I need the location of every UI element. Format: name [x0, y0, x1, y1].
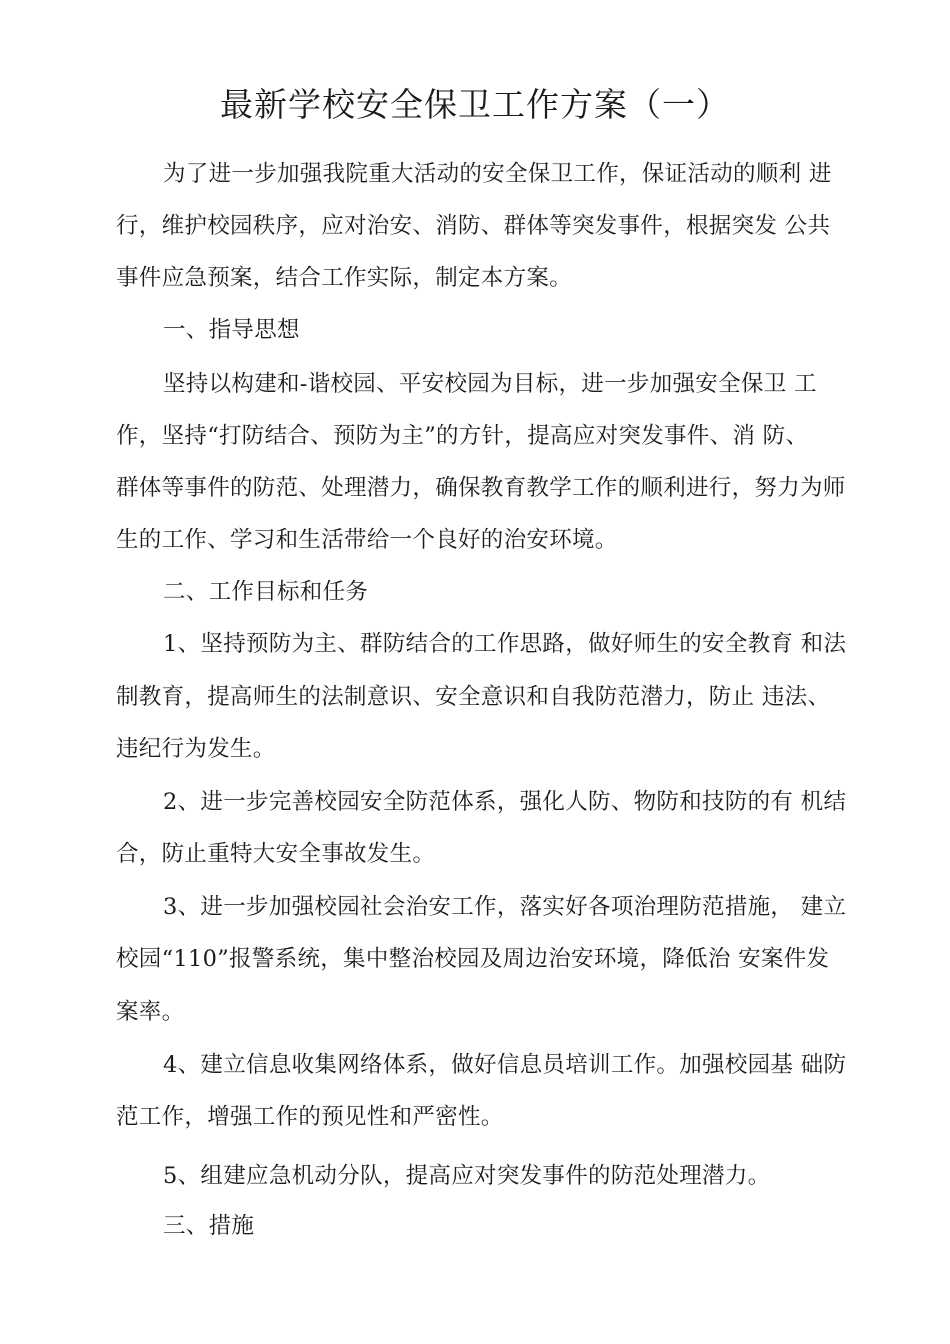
paragraph-item3-line-3: 案率。	[116, 999, 185, 1025]
paragraph-item1-line-1: 1、坚持预防为主、群防结合的工作思路，做好师生的安全教育 和法	[163, 631, 846, 657]
paragraph-intro-line-2: 行，维护校园秩序，应对治安、消防、群体等突发事件，根据突发 公共	[116, 213, 831, 239]
paragraph-item1-line-3: 违纪行为发生。	[116, 736, 276, 762]
paragraph-item3-line-2: 校园“110”报警系统，集中整治校园及周边治安环境，降低治 安案件发	[116, 946, 830, 972]
paragraph-guiding-line-4: 生的工作、学习和生活带给一个良好的治安环境。	[116, 527, 618, 553]
paragraph-item2-line-1: 2、进一步完善校园安全防范体系，强化人防、物防和技防的有 机结	[163, 789, 846, 815]
paragraph-item1-line-2: 制教育，提高师生的法制意识、安全意识和自我防范潜力，防止 违法、	[116, 684, 831, 710]
paragraph-item5-line-1: 5、组建应急机动分队，提高应对突发事件的防范处理潜力。	[163, 1163, 771, 1189]
paragraph-item2-line-2: 合，防止重特大安全事故发生。	[116, 841, 436, 867]
paragraph-item4-line-2: 范工作，增强工作的预见性和严密性。	[116, 1104, 504, 1130]
paragraph-intro-line-1: 为了进一步加强我院重大活动的安全保卫工作，保证活动的顺利 进	[163, 161, 832, 187]
paragraph-guiding-line-3: 群体等事件的防范、处理潜力，确保教育教学工作的顺利进行，努力为师	[116, 475, 846, 501]
paragraph-guiding-line-1: 坚持以构建和-谐校园、平安校园为目标，进一步加强安全保卫 工	[163, 371, 817, 397]
document-title: 最新学校安全保卫工作方案（一）	[220, 85, 730, 124]
section-heading-guiding-ideology: 一、指导思想	[163, 317, 300, 343]
section-heading-measures: 三、措施	[163, 1213, 255, 1239]
section-heading-goals-tasks: 二、工作目标和任务	[163, 579, 369, 605]
paragraph-item3-line-1: 3、进一步加强校园社会治安工作，落实好各项治理防范措施， 建立	[163, 894, 846, 920]
paragraph-intro-line-3: 事件应急预案，结合工作实际，制定本方案。	[116, 265, 573, 291]
paragraph-guiding-line-2: 作，坚持“打防结合、预防为主”的方针，提高应对突发事件、消 防、	[116, 423, 809, 449]
paragraph-item4-line-1: 4、建立信息收集网络体系，做好信息员培训工作。加强校园基 础防	[163, 1052, 846, 1078]
